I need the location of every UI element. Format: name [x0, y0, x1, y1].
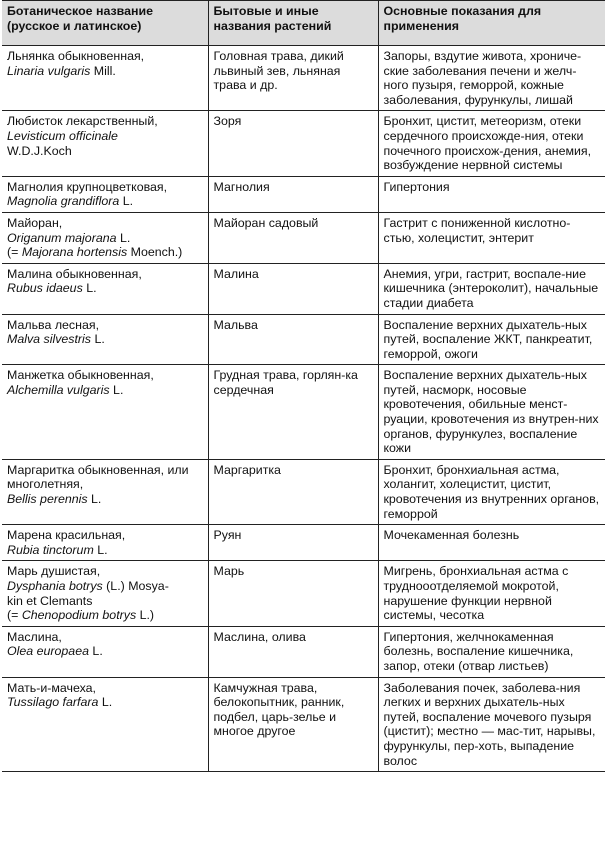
- botanical-name-cell: [2, 212, 208, 263]
- russian-name: Майоран,: [7, 215, 63, 230]
- indications-cell: Воспаление верхних дыхатель-ных путей, воспаление ЖКТ, панкреатит, геморрой, ожоги: [378, 314, 605, 365]
- table-row: [2, 263, 605, 314]
- russian-name: Маслина,: [7, 629, 62, 644]
- author-abbrev: (L.) Mosya-: [102, 579, 169, 593]
- botanical-name-cell: [2, 459, 208, 524]
- botanical-name-cell: [2, 176, 208, 212]
- botanical-name-cell: [2, 365, 208, 460]
- table-row: [2, 459, 605, 524]
- latin-name: Rubus idaeus: [7, 281, 83, 296]
- common-names-cell: Марь: [208, 561, 378, 626]
- latin-name: Tussilago farfara: [7, 695, 99, 710]
- russian-name: Марь душистая,: [7, 564, 101, 579]
- botanical-name-cell: [2, 677, 208, 772]
- header-text: Ботаническое название: [7, 4, 154, 18]
- author-abbrev: L.: [116, 230, 131, 245]
- russian-name: Льнянка обыкновенная,: [7, 49, 145, 63]
- common-names-cell: Майоран садовый: [208, 212, 378, 263]
- author-abbrev: L.: [119, 194, 134, 209]
- botanical-name-cell: [2, 263, 208, 314]
- indications-cell: Бронхит, бронхиальная астма, холангит, холецистит, цистит, кровотечения из внутренних органов, геморрой: [378, 459, 605, 524]
- common-names-cell: Маслина, олива: [208, 626, 378, 677]
- common-names-cell: Магнолия: [208, 176, 378, 212]
- author-abbrev-continued: kin et Clemants: [7, 593, 93, 608]
- indications-cell: Бронхит, цистит, метеоризм, отеки сердечного происхожде-ния, отеки почечного происхож-дения, анемия, возбуждение нервной системы: [378, 111, 605, 176]
- synonym-latin-name: Chenopodium botrys: [21, 608, 137, 623]
- header-text: (русское и латинское): [7, 18, 142, 33]
- author-abbrev: Mill.: [90, 63, 116, 78]
- table-row: [2, 561, 605, 626]
- botanical-name-cell: [2, 314, 208, 365]
- author-abbrev: L.: [109, 382, 124, 397]
- table-row: [2, 626, 605, 677]
- common-names-cell: Камчужная трава, белокопытник, ранник, подбел, царь-зелье и многое другое: [208, 677, 378, 772]
- header-text: названия растений: [213, 18, 332, 33]
- indications-cell: Анемия, угри, гастрит, воспале-ние кишечника (энтероколит), начальные стадии диабета: [378, 263, 605, 314]
- synonym-open: (=: [7, 245, 22, 260]
- table-row: [2, 176, 605, 212]
- russian-name: Мальва лесная,: [7, 317, 100, 332]
- author-abbrev: W.D.J.Koch: [7, 143, 72, 158]
- russian-name: Мать-и-мачеха,: [7, 680, 96, 695]
- table-row: [2, 525, 605, 561]
- indications-cell: Заболевания почек, заболева-ния легких и верхних дыхатель-ных путей, воспаление мочевого пузыря (цистит); местно — мас-тит, нарывы, фурункулы, пер-хоть, выпадение волос: [378, 677, 605, 772]
- header-text: Основные показания: [383, 4, 515, 18]
- indications-cell: Гастрит с пониженной кислотно-стью, холецистит, энтерит: [378, 212, 605, 263]
- indications-cell: Мочекаменная болезнь: [378, 525, 605, 561]
- synonym-open: (=: [7, 608, 22, 623]
- latin-name: Malva silvestris: [7, 332, 91, 347]
- botanical-name-cell: [2, 561, 208, 626]
- author-abbrev: L.: [93, 542, 108, 557]
- header-text: для применения: [383, 4, 542, 33]
- russian-name: Маргаритка обыкновенная, или многолетняя,: [7, 462, 189, 492]
- table-row: [2, 314, 605, 365]
- plants-table: [2, 0, 605, 772]
- latin-name: Dysphania botrys: [7, 579, 103, 593]
- common-names-cell: Мальва: [208, 314, 378, 365]
- indications-cell: Гипертония: [378, 176, 605, 212]
- header-indications: [378, 1, 605, 46]
- author-abbrev: L.: [88, 644, 103, 659]
- russian-name: Марена красильная,: [7, 528, 126, 543]
- botanical-name-cell: [2, 525, 208, 561]
- table-row: [2, 677, 605, 772]
- table-row: [2, 46, 605, 111]
- latin-name: Olea europaea: [7, 644, 89, 659]
- table-row: [2, 111, 605, 176]
- common-names-cell: Зоря: [208, 111, 378, 176]
- common-names-cell: Малина: [208, 263, 378, 314]
- latin-name: Levisticum officinale: [7, 128, 118, 143]
- author-abbrev: L.: [87, 492, 102, 507]
- botanical-name-cell: [2, 626, 208, 677]
- author-abbrev: L.: [82, 281, 97, 296]
- common-names-cell: Руян: [208, 525, 378, 561]
- table-row: [2, 365, 605, 460]
- synonym-author: Moench.): [127, 245, 183, 260]
- russian-name: Любисток лекарственный,: [7, 114, 158, 129]
- latin-name: Linaria vulgaris: [7, 63, 91, 78]
- latin-name: Origanum majorana: [7, 230, 117, 245]
- latin-name: Alchemilla vulgaris: [7, 382, 110, 397]
- header-text: Бытовые и иные: [213, 4, 319, 18]
- author-abbrev: L.: [91, 332, 105, 347]
- indications-cell: Мигрень, бронхиальная астма с труднооотделяемой мокротой, нарушение функции нервной системы, чесотка: [378, 561, 605, 626]
- indications-cell: Гипертония, желчнокаменная болезнь, воспаление кишечника, запор, отеки (отвар листьев): [378, 626, 605, 677]
- russian-name: Малина обыкновенная,: [7, 266, 142, 281]
- latin-name: Bellis perennis: [7, 492, 88, 507]
- indications-cell: Запоры, вздутие живота, хрониче-ские заболевания печени и желч-ного пузыря, геморрой, кожные заболевания, фурункулы, лишай: [378, 46, 605, 111]
- russian-name: Магнолия крупноцветковая,: [7, 179, 168, 194]
- common-names-cell: Грудная трава, горлян-ка сердечная: [208, 365, 378, 460]
- table-row: [2, 212, 605, 263]
- table-header-row: [2, 1, 605, 46]
- botanical-name-cell: [2, 111, 208, 176]
- russian-name: Манжетка обыкновенная,: [7, 368, 154, 383]
- latin-name: Rubia tinctorum: [7, 542, 94, 557]
- indications-cell: Воспаление верхних дыхатель-ных путей, насморк, носовые кровотечения, обильные менст-руации, кровотечения из внутрен-них органов, фурункулез, воспаление кожи: [378, 365, 605, 460]
- latin-name: Magnolia grandiflora: [7, 194, 120, 209]
- header-common-names: [208, 1, 378, 46]
- synonym-author: L.): [136, 608, 155, 623]
- header-botanical-name: [2, 1, 208, 46]
- author-abbrev: L.: [98, 695, 113, 710]
- botanical-name-cell: [2, 46, 208, 111]
- synonym-latin-name: Majorana hortensis: [21, 245, 128, 260]
- common-names-cell: Маргаритка: [208, 459, 378, 524]
- common-names-cell: Головная трава, дикий львиный зев, льняная трава и др.: [208, 46, 378, 111]
